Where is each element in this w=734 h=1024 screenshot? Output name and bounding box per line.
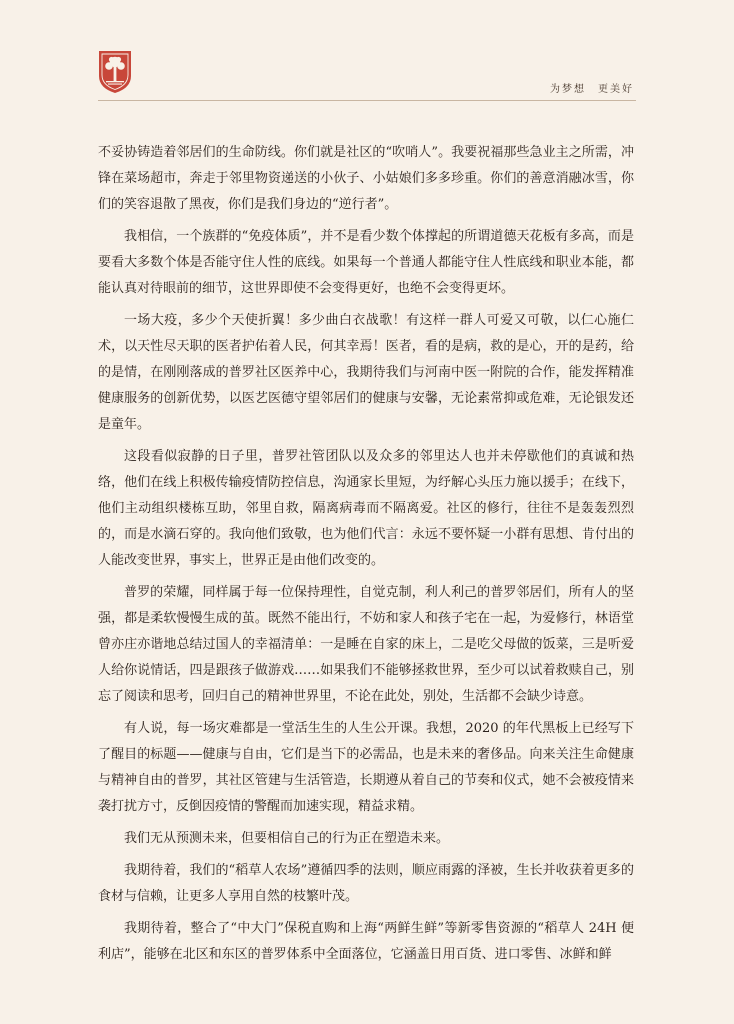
paragraph-8: 我期待着，我们的“稻草人农场”遵循四季的法则，顺应雨露的泽被，生长并收获着更多的食材与信赖，让更多人享用自然的枝繁叶茂。 [98,863,634,904]
paragraph-6: 有人说，每一场灾难都是一堂活生生的人生公开课。我想，2020 的年代黑板上已经写下了醒目的标题——健康与自由，它们是当下的必需品，也是未来的奢侈品。向来关注生命健康与精神自由的普罗，其社区管建与生活管造，长期遵从着自己的节奏和仪式，她不会被疫情来袭打扰方寸，反倒因疫情的警醒而加速实现，精益求精。 [98,721,634,814]
article-body [98,140,634,974]
paragraph-5: 普罗的荣耀，同样属于每一位保持理性，自觉克制，利人利己的普罗邻居们，所有人的坚强，都是柔软慢慢生成的茧。既然不能出行，不妨和家人和孩子宅在一起，为爱修行，林语堂曾亦庄亦谐地总结过国人的幸福清单：一是睡在自家的床上，二是吃父母做的饭菜，三是听爱人给你说情话，四是跟孩子做游戏……如果我们不能够拯救世界，至少可以试着救赎自己，别忘了阅读和思考，回归自己的精神世界里，不论在此处，别处，生活都不会缺少诗意。 [98,585,634,704]
paragraph-4: 这段看似寂静的日子里，普罗社管团队以及众多的邻里达人也并未停歇他们的真诚和热络，他们在线上积极传输疫情防控信息，沟通家长里短，为纾解心头压力施以援手；在线下，他们主动组织楼栋互助，邻里自救，隔离病毒而不隔离爱。社区的修行，往往不是轰轰烈烈的，而是水滴石穿的。我向他们致敬，也为他们代言：永远不要怀疑一小群有思想、肯付出的人能改变世界，事实上，世界正是由他们改变的。 [98,449,634,568]
paragraph-2: 我相信，一个族群的“免疫体质”，并不是看少数个体撑起的所谓道德天花板有多高，而是要看大多数个体是否能守住人性的底线。如果每一个普通人都能守住人性底线和职业本能，都能认真对待眼前的细节，这世界即使不会变得更好，也绝不会变得更坏。 [98,229,634,296]
header-divider [98,100,636,101]
paragraph-1: 不妥协铸造着邻居们的生命防线。你们就是社区的“吹哨人”。我要祝福那些急业主之所需，冲锋在菜场超市，奔走于邻里物资递送的小伙子、小姑娘们多多珍重。你们的善意消融冰雪，你们的笑容退散了黑夜，你们是我们身边的“逆行者”。 [98,145,634,212]
tree-emblem-icon [98,50,132,94]
paragraph-7: 我们无从预测未来，但要相信自己的行为正在塑造未来。 [124,831,450,846]
paragraph-9: 我期待着，整合了“中大门”保税直购和上海“两鲜生鲜”等新零售资源的“稻草人 24H 便利店”，能够在北区和东区的普罗体系中全面落位，它涵盖日用百货、进口零售、冰鲜和鲜 [98,921,634,962]
header-slogan: 为梦想 更美好 [550,84,634,95]
paragraph-3: 一场大疫，多少个天使折翼！多少曲白衣战歌！有这样一群人可爱又可敬，以仁心施仁术，以天性尽天职的医者护佑着人民，何其幸焉！医者，看的是病，救的是心，开的是药，给的是情，在刚刚落成的普罗社区医养中心，我期待我们与河南中医一附院的合作，能发挥精准健康服务的创新优势，以医艺医德守望邻居们的健康与安馨，无论素常抑或危难，无论银发还是童年。 [98,313,634,432]
